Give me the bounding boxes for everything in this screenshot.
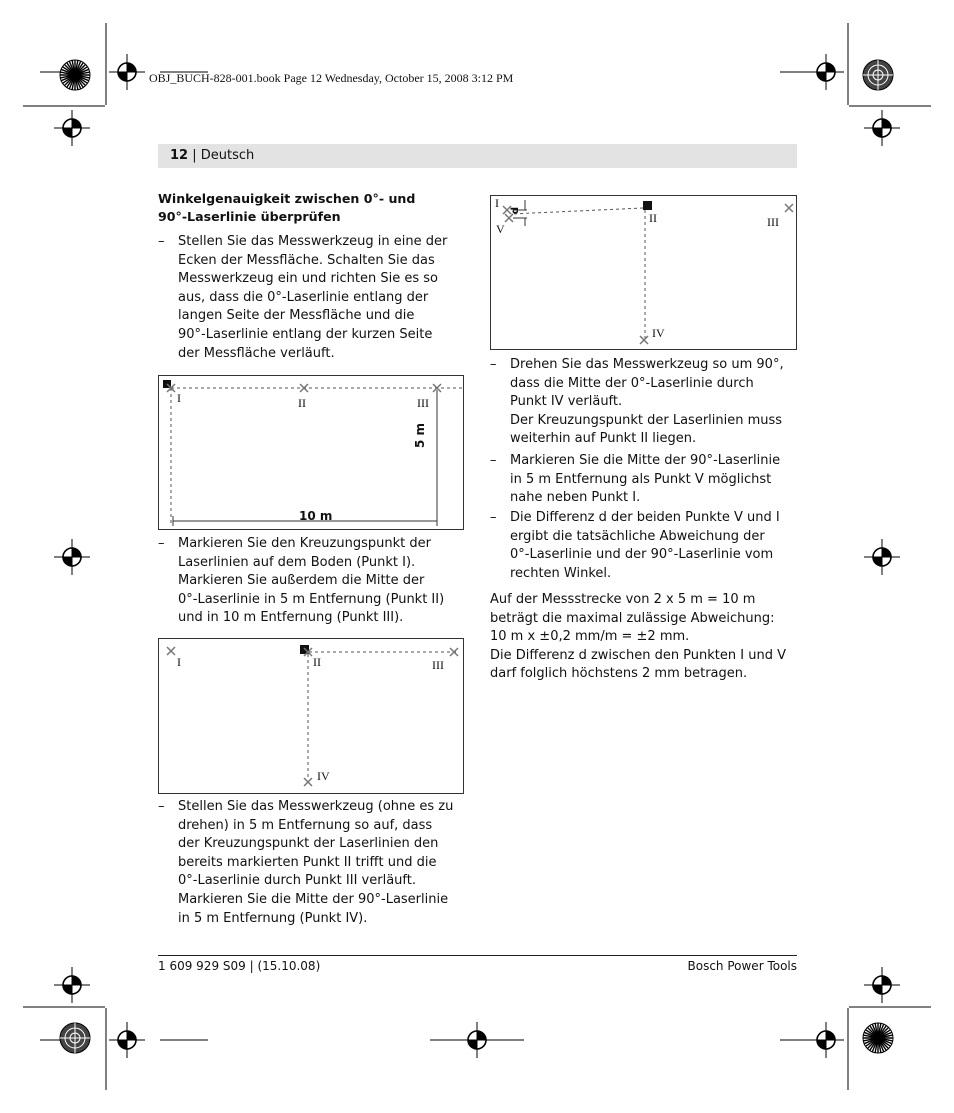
text-line: 0°-Laserlinie durch Punkt III verläuft. — [178, 873, 416, 889]
figure-3-room-diagram — [490, 195, 797, 350]
text-line: darf folglich höchstens 2 mm betragen. — [490, 666, 748, 682]
point-label-i: I — [177, 655, 181, 669]
text-line: in 5 m Entfernung (Punkt IV). — [178, 910, 368, 926]
step-6 — [490, 509, 817, 583]
text-line: Die Differenz d zwischen den Punkten I und V — [490, 647, 786, 663]
header-text — [170, 148, 254, 163]
text-line: der Messfläche verläuft. — [178, 345, 335, 361]
text-line: Markieren Sie außerdem die Mitte der — [178, 573, 425, 589]
point-label-iv: IV — [652, 326, 665, 340]
text-line: der Kreuzungspunkt der Laserlinien den — [178, 836, 439, 852]
text-line: bereits markierten Punkt II trifft und die — [178, 854, 437, 870]
text-line: 0°-Laserlinie und der 90°-Laserlinie vom — [510, 547, 774, 563]
footer-brand: Bosch Power Tools — [687, 959, 797, 973]
step-4 — [490, 356, 817, 449]
point-label-iv: IV — [317, 769, 330, 783]
conclusion-paragraph — [490, 591, 797, 684]
text-line: Der Kreuzungspunkt der Laserlinien muss — [510, 412, 783, 428]
heading-line: Winkelgenauigkeit zwischen 0°- und — [158, 191, 416, 206]
text-line: langen Seite der Messfläche und die — [178, 308, 415, 324]
point-label-iii: III — [432, 658, 444, 672]
text-line: 90°-Laserlinie entlang der kurzen Seite — [178, 326, 433, 342]
text-line: drehen) in 5 m Entfernung so auf, dass — [178, 817, 433, 833]
figure-1-room-diagram — [158, 375, 464, 530]
text-line: Die Differenz d der beiden Punkte V und I — [510, 510, 780, 525]
point-label-i: I — [495, 196, 499, 210]
text-line: Auf der Messstrecke von 2 x 5 m = 10 m — [490, 592, 756, 607]
point-label-ii: II — [313, 655, 321, 669]
list-dash: – — [490, 453, 497, 468]
text-line: Drehen Sie das Messwerkzeug so um 90°, — [510, 357, 784, 372]
figure-2-room-diagram — [158, 638, 464, 794]
deviation-label-d: d — [510, 206, 522, 215]
list-dash: – — [158, 536, 165, 551]
list-dash: – — [490, 357, 497, 372]
point-label-iii: III — [767, 215, 779, 229]
point-label-ii: II — [298, 396, 306, 410]
text-line: Markieren Sie den Kreuzungspunkt der — [178, 536, 431, 551]
laser-tool-marker — [643, 201, 652, 210]
step-2 — [158, 535, 483, 628]
section-title: Deutsch — [200, 148, 255, 163]
footer-rule — [158, 955, 797, 956]
text-line: beträgt die maximal zulässige Abweichung: — [490, 610, 775, 626]
point-label-v: V — [496, 222, 505, 236]
heading-line: 90°-Laserlinie überprüfen — [158, 209, 341, 224]
list-dash: – — [158, 234, 165, 249]
text-line: Markieren Sie die Mitte der 90°-Laserlinie — [178, 891, 449, 907]
step-1 — [158, 233, 483, 363]
text-line: rechten Winkel. — [510, 565, 612, 581]
footer-doc-number: 1 609 929 S09 | (15.10.08) — [158, 959, 321, 973]
point-label-i: I — [177, 391, 181, 405]
list-dash: – — [490, 510, 497, 525]
point-label-iii: III — [417, 396, 429, 410]
text-line: weiterhin auf Punkt II liegen. — [510, 431, 697, 447]
dimension-length: 10 m — [299, 509, 333, 523]
text-line: Ecken der Messfläche. Schalten Sie das — [178, 252, 435, 268]
page-header — [158, 144, 797, 168]
section-heading — [158, 190, 463, 226]
text-line: Markieren Sie die Mitte der 90°-Laserlinie — [510, 453, 781, 468]
text-line: Messwerkzeug ein und richten Sie es so — [178, 271, 438, 287]
text-line: Stellen Sie das Messwerkzeug (ohne es zu — [178, 799, 454, 814]
text-line: Laserlinien auf dem Boden (Punkt I). — [178, 554, 416, 570]
dimension-width: 5 m — [413, 422, 427, 448]
point-label-ii: II — [649, 211, 657, 225]
step-5 — [490, 452, 817, 508]
text-line: 0°-Laserlinie in 5 m Entfernung (Punkt II) — [178, 591, 445, 607]
text-line: und in 10 m Entfernung (Punkt III). — [178, 610, 404, 626]
figure-2-graphic — [159, 639, 465, 795]
figure-3-graphic — [491, 196, 798, 351]
step-3 — [158, 798, 483, 928]
book-info-line: OBJ_BUCH-828-001.book Page 12 Wednesday, October 15, 2008 3:12 PM — [149, 71, 514, 85]
text-line: 10 m x ±0,2 mm/m = ±2 mm. — [490, 629, 690, 645]
header-separator: | — [188, 148, 201, 163]
page-number: 12 — [170, 148, 189, 163]
text-line: nahe neben Punkt I. — [510, 490, 641, 506]
text-line: ergibt die tatsächliche Abweichung der — [510, 528, 765, 544]
text-line: in 5 m Entfernung als Punkt V möglichst — [510, 471, 772, 487]
text-line: Punkt IV verläuft. — [510, 394, 623, 410]
list-dash: – — [158, 799, 165, 814]
text-line: aus, dass die 0°-Laserlinie entlang der — [178, 289, 429, 305]
text-line: Stellen Sie das Messwerkzeug in eine der — [178, 234, 448, 249]
text-line: dass die Mitte der 0°-Laserlinie durch — [510, 375, 754, 391]
